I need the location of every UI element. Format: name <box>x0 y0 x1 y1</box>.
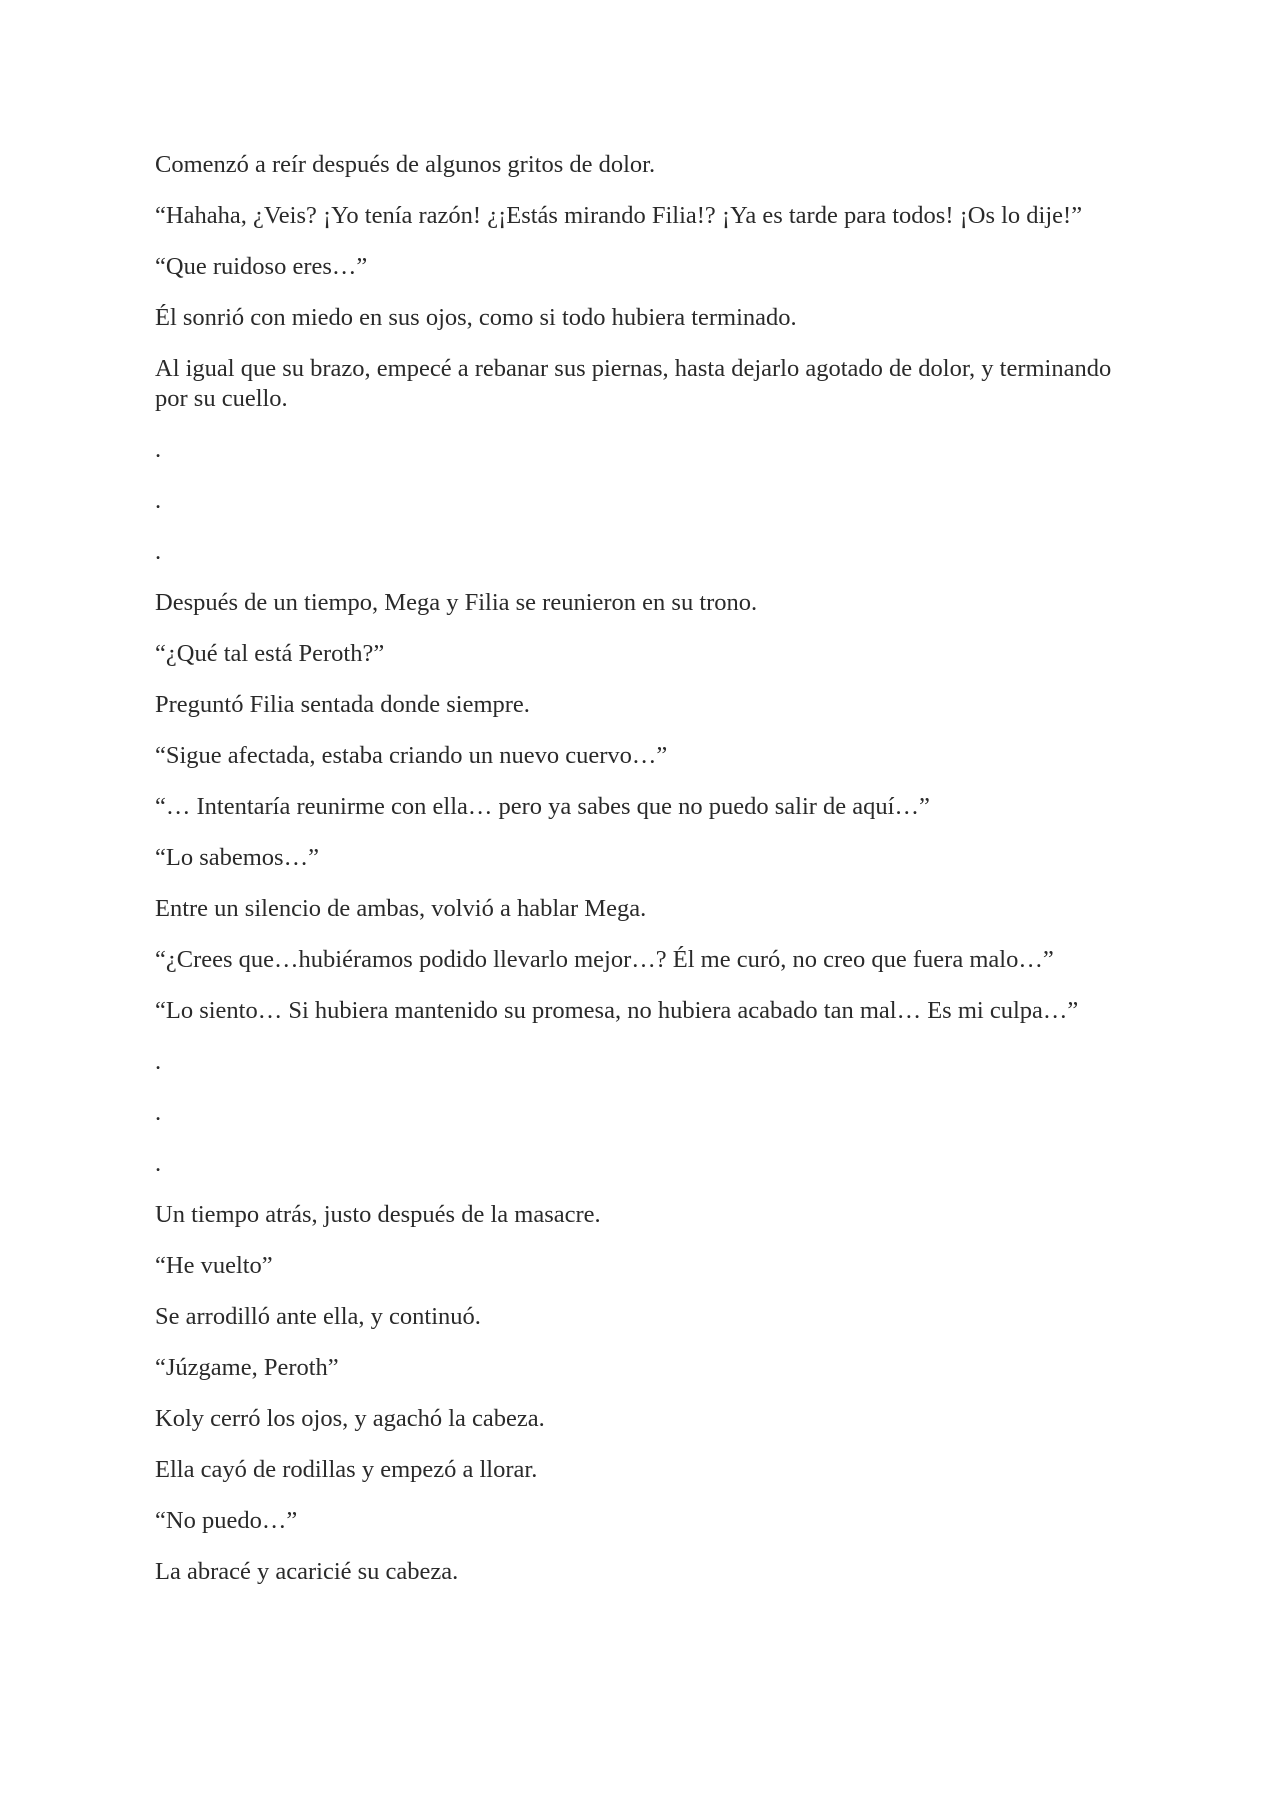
paragraph: Él sonrió con miedo en sus ojos, como si todo hubiera terminado. <box>155 304 797 331</box>
paragraph: Entre un silencio de ambas, volvió a hablar Mega. <box>155 895 647 922</box>
paragraph: Preguntó Filia sentada donde siempre. <box>155 691 530 718</box>
paragraph: Al igual que su brazo, empecé a rebanar sus piernas, hasta dejarlo agotado de dolor, y terminando por su cuello. <box>155 355 1112 412</box>
paragraph: “Que ruidoso eres…” <box>155 253 368 280</box>
paragraph: La abracé y acaricié su cabeza. <box>155 1558 459 1585</box>
paragraph: “¿Qué tal está Peroth?” <box>155 640 385 667</box>
document-body <box>155 150 1115 1608</box>
paragraph: Después de un tiempo, Mega y Filia se reunieron en su trono. <box>155 589 758 616</box>
scene-break-dot: . <box>155 487 162 514</box>
scene-break-dot: . <box>155 1099 162 1126</box>
scene-break-dot: . <box>155 436 162 463</box>
paragraph: “… Intentaría reunirme con ella… pero ya sabes que no puedo salir de aquí…” <box>155 793 930 820</box>
paragraph: Ella cayó de rodillas y empezó a llorar. <box>155 1456 538 1483</box>
scene-break-dot: . <box>155 1150 162 1177</box>
scene-break-dot: . <box>155 1048 162 1075</box>
paragraph: Se arrodilló ante ella, y continuó. <box>155 1303 481 1330</box>
paragraph: “Lo sabemos…” <box>155 844 319 871</box>
paragraph: Comenzó a reír después de algunos gritos de dolor. <box>155 151 656 178</box>
paragraph: “Júzgame, Peroth” <box>155 1354 339 1381</box>
paragraph: “¿Crees que…hubiéramos podido llevarlo mejor…? Él me curó, no creo que fuera malo…” <box>155 946 1054 973</box>
paragraph: “Hahaha, ¿Veis? ¡Yo tenía razón! ¿¡Estás mirando Filia!? ¡Ya es tarde para todos! ¡Os lo dije!” <box>155 202 1083 229</box>
paragraph: “Sigue afectada, estaba criando un nuevo cuervo…” <box>155 742 668 769</box>
paragraph: Un tiempo atrás, justo después de la masacre. <box>155 1201 601 1228</box>
paragraph: Koly cerró los ojos, y agachó la cabeza. <box>155 1405 545 1432</box>
paragraph: “He vuelto” <box>155 1252 273 1279</box>
paragraph: “Lo siento… Si hubiera mantenido su promesa, no hubiera acabado tan mal… Es mi culpa…” <box>155 997 1079 1024</box>
paragraph: “No puedo…” <box>155 1507 298 1534</box>
scene-break-dot: . <box>155 538 162 565</box>
